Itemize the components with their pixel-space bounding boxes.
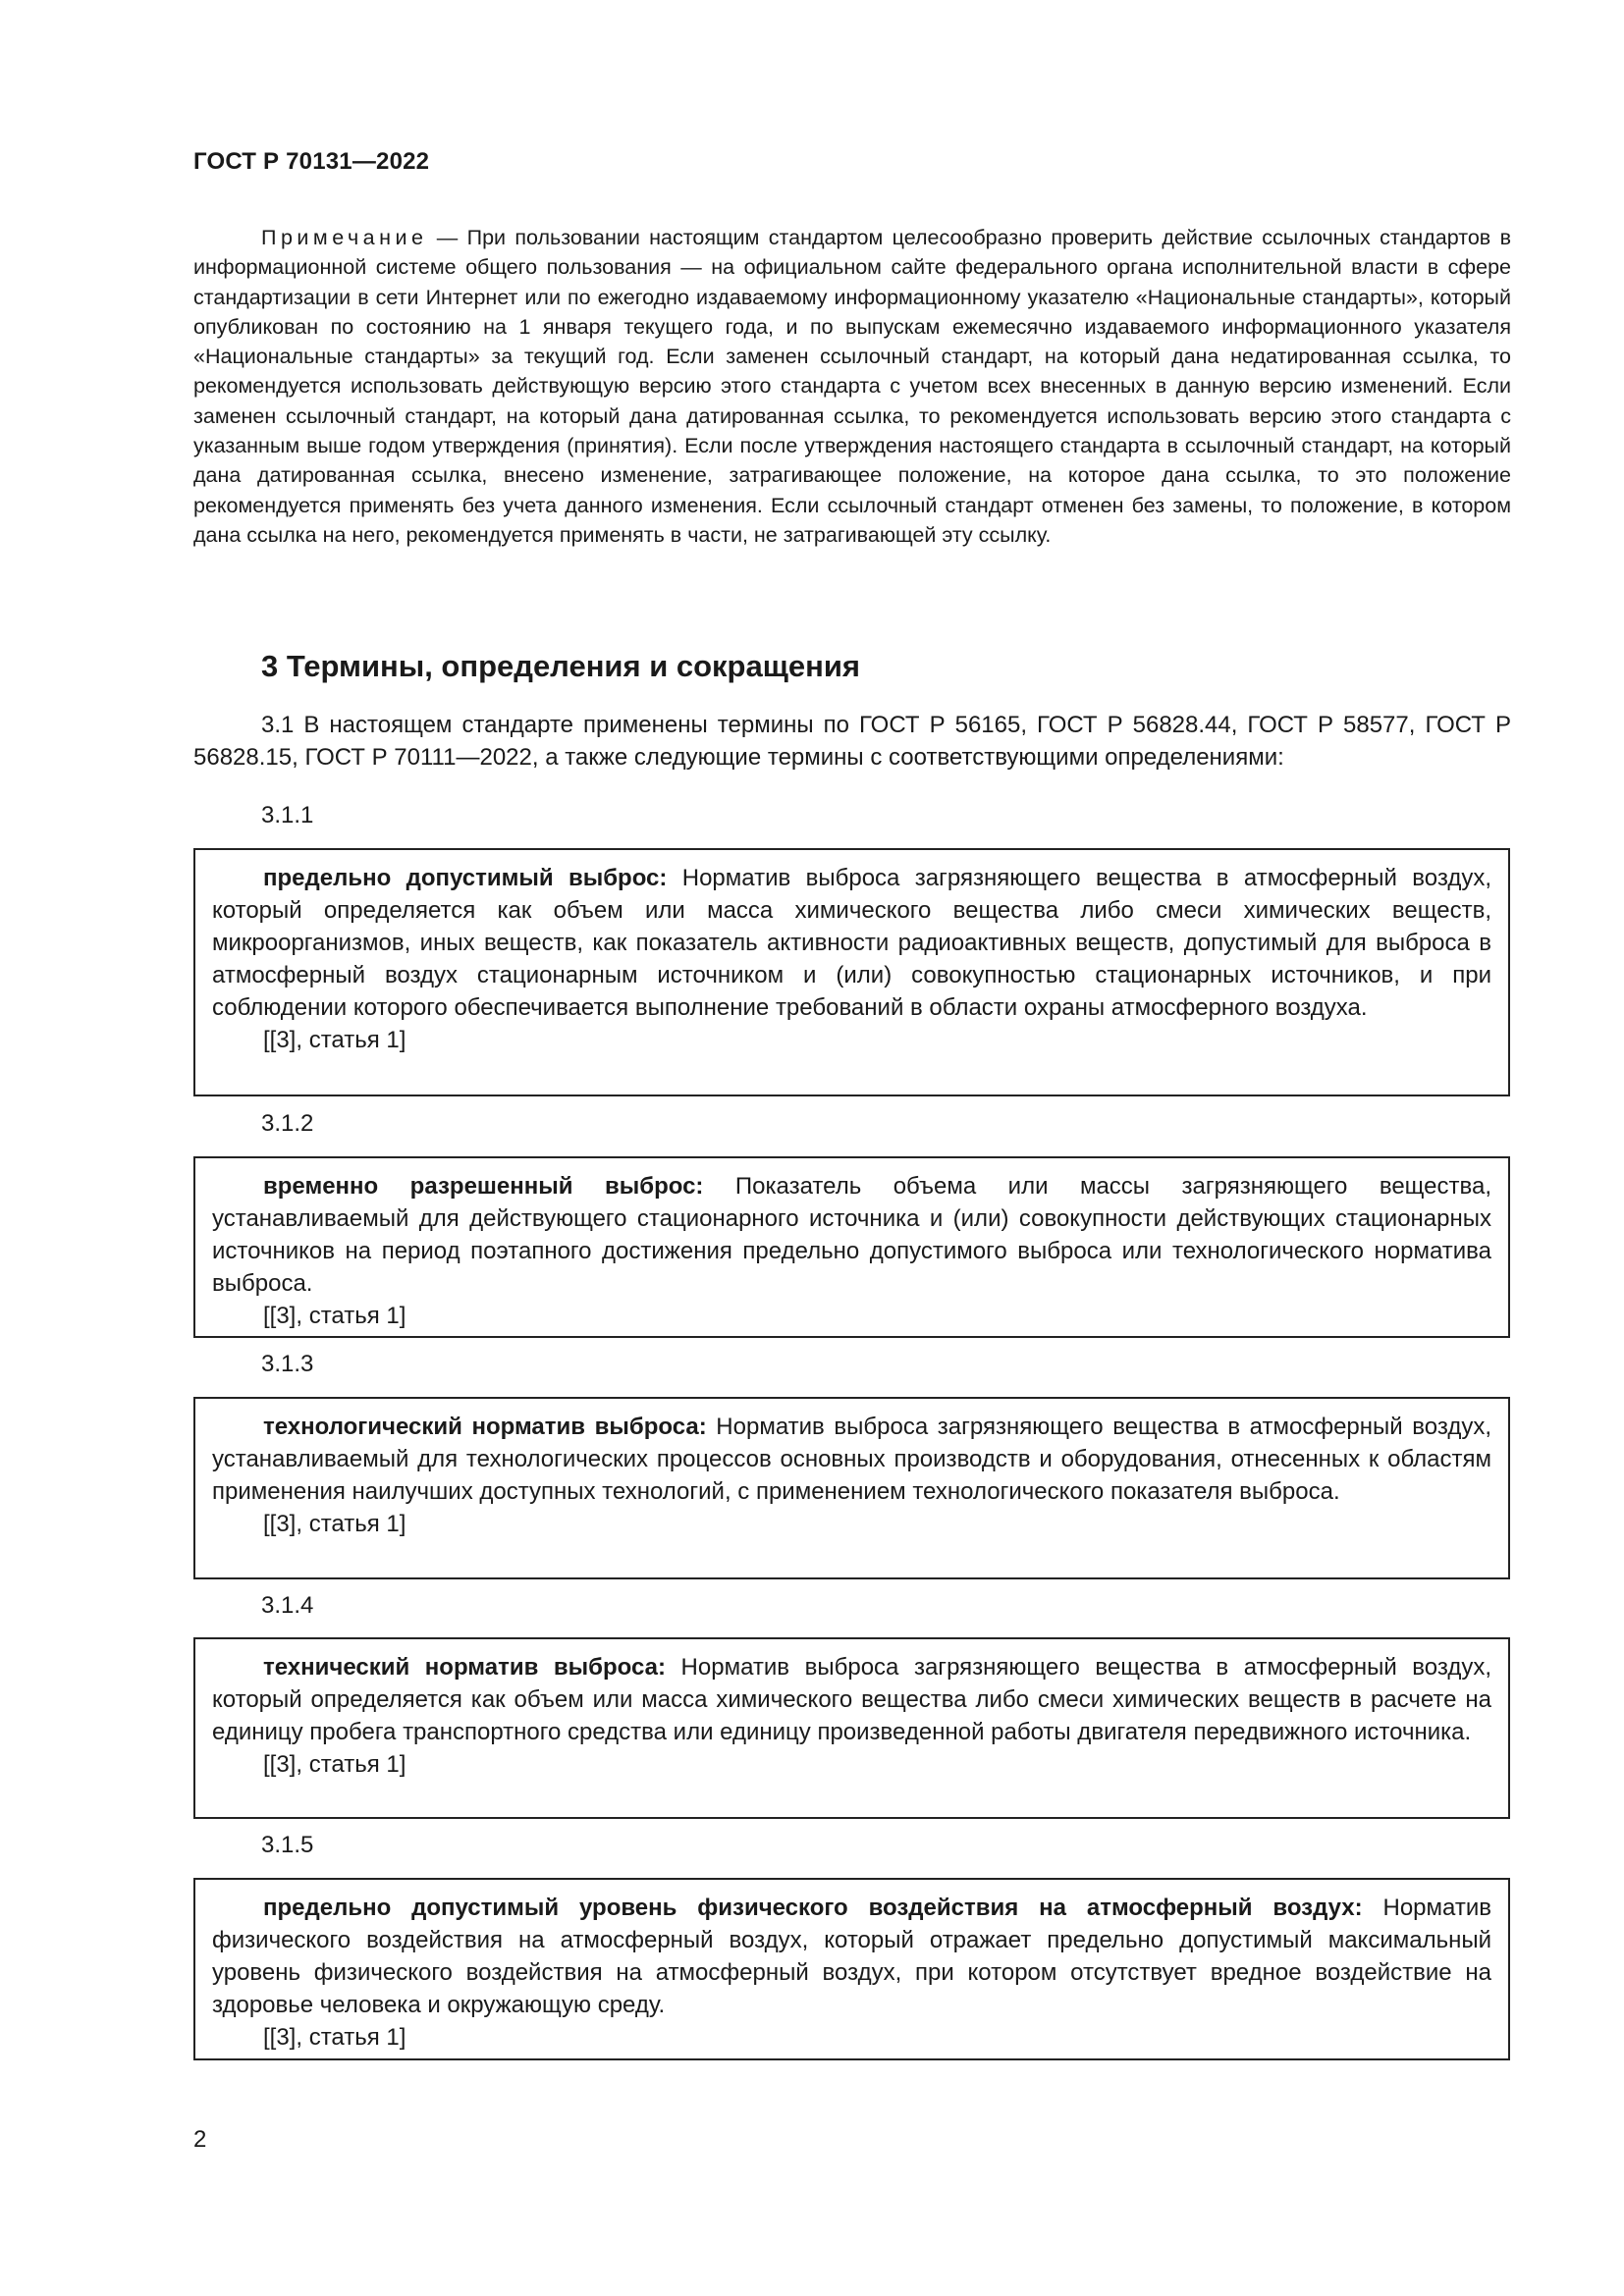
term-name: временно разрешенный выброс: [263, 1173, 704, 1200]
term-name: предельно допустимый уровень физического воздействия на атмосферный воздух: [263, 1895, 1363, 1921]
term-source: [[3], статья 1] [263, 2024, 406, 2051]
term-definition: Норматив выброса загрязняющего вещества в атмосферный воздух, который определяется как объем или масса химического вещества либо смеси химических веществ, микроорганизмов, иных веществ, как показатель активности радиоактивных веществ, допустимый для выброса в атмосферный воздух стационарным источником и (или) совокупностью стационарных источников, и при соблюдении которого обеспечивается выполнение требований в области охраны атмосферного воздуха. [212, 865, 1491, 1021]
term-definition-text [212, 1411, 1491, 1508]
term-number: 3.1.2 [261, 1110, 314, 1137]
term-definition-box [193, 1156, 1510, 1338]
page-number: 2 [193, 2126, 207, 2153]
section-intro-paragraph: 3.1 В настоящем стандарте применены термины по ГОСТ Р 56165, ГОСТ Р 56828.44, ГОСТ Р 58577, ГОСТ Р 56828.15, ГОСТ Р 70111—2022, а также следующие термины с соответствующими определениями: [193, 712, 1511, 771]
term-definition-box [193, 848, 1510, 1096]
term-name: предельно допустимый выброс: [263, 865, 668, 891]
note-paragraph [193, 223, 1511, 550]
term-definition-text [212, 1651, 1491, 1748]
term-definition: Норматив физического воздействия на атмосферный воздух, который отражает предельно допустимый максимальный уровень физического воздействия на атмосферный воздух, при котором отсутствует вредное воздействие на здоровье человека и окружающую среду. [212, 1895, 1491, 2018]
term-definition-text [212, 862, 1491, 1024]
note-text: — При пользовании настоящим стандартом целесообразно проверить действие ссылочных стандартов в информационной системе общего пользования — на официальном сайте федерального органа исполнительной власти в сфере стандартизации в сети Интернет или по ежегодно издаваемому информационному указателю «Национальные стандарты», который опубликован по состоянию на 1 января текущего года, и по выпускам ежемесячно издаваемого информационного указателя «Национальные стандарты» за текущий год. Если заменен ссылочный стандарт, на который дана недатированная ссылка, то рекомендуется использовать действующую версию этого стандарта с учетом всех внесенных в данную версию изменений. Если заменен ссылочный стандарт, на который дана датированная ссылка, то рекомендуется использовать версию этого стандарта с указанным выше годом утверждения (принятия). Если после утверждения настоящего стандарта в ссылочный стандарт, на который дана датированная ссылка, внесено изменение, затрагивающее положение, на которое дана ссылка, то это положение рекомендуется применять без учета данного изменения. Если ссылочный стандарт отменен без замены, то положение, в котором дана ссылка на него, рекомендуется применять в части, не затрагивающей эту ссылку. [193, 226, 1511, 547]
document-code-header: ГОСТ Р 70131—2022 [193, 148, 430, 175]
term-source: [[3], статья 1] [263, 1027, 406, 1053]
term-number: 3.1.3 [261, 1351, 314, 1377]
term-number: 3.1.1 [261, 802, 314, 828]
term-definition-text [212, 1170, 1491, 1300]
note-label: Примечание [261, 226, 428, 249]
term-definition-text [212, 1892, 1491, 2021]
term-name: технический норматив выброса: [263, 1654, 666, 1681]
term-source: [[3], статья 1] [263, 1751, 406, 1778]
term-number: 3.1.5 [261, 1832, 314, 1858]
term-definition-box [193, 1878, 1510, 2060]
section-title: 3 Термины, определения и сокращения [261, 649, 860, 683]
term-name: технологический норматив выброса: [263, 1414, 707, 1440]
term-source: [[3], статья 1] [263, 1511, 406, 1537]
term-definition: Норматив выброса загрязняющего вещества в атмосферный воздух, устанавливаемый для технологических процессов основных производств и оборудования, отнесенных к областям применения наилучших доступных технологий, с применением технологического показателя выброса. [212, 1414, 1491, 1505]
term-source: [[3], статья 1] [263, 1303, 406, 1329]
term-definition-box [193, 1637, 1510, 1819]
term-definition: Показатель объема или массы загрязняющего вещества, устанавливаемый для действующего стационарного источника и (или) совокупности действующих стационарных источников на период поэтапного достижения предельно допустимого выброса или технологического норматива выброса. [212, 1173, 1491, 1297]
term-definition-box [193, 1397, 1510, 1579]
term-number: 3.1.4 [261, 1592, 314, 1619]
term-definition: Норматив выброса загрязняющего вещества в атмосферный воздух, который определяется как объем или масса химического вещества либо смеси химических веществ в расчете на единицу пробега транспортного средства или единицу произведенной работы двигателя передвижного источника. [212, 1654, 1492, 1745]
